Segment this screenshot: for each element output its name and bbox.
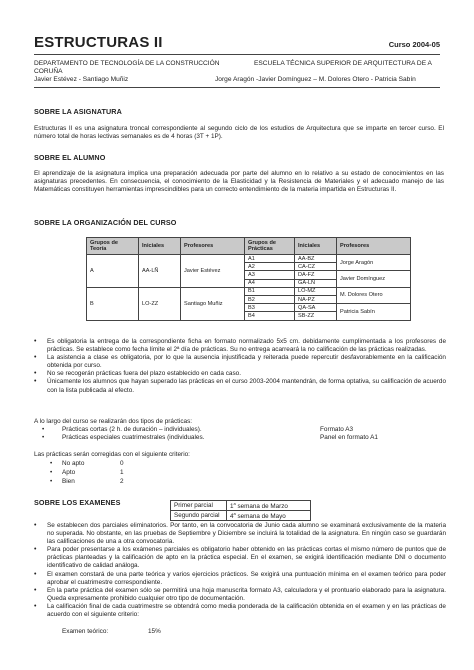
section-asignatura-heading: SOBRE LA ASIGNATURA [34, 107, 122, 116]
practice-initials-cell: NA-PZ [295, 295, 337, 303]
section-alumno-heading: SOBRE EL ALUMNO [34, 153, 106, 162]
list-item: • La asistencia a clase es obligatoria, por lo que la ausencia injustificada y reiterada puede repercutir desfavorablemente en la calificación obtenida por curso. [34, 354, 446, 370]
practice-group-cell: B1 [245, 287, 295, 295]
school-name: ESCUELA TÉCNICA SUPERIOR DE ARQUITECTURA DE A [254, 60, 432, 67]
table-row [87, 255, 411, 263]
practice-initials-cell: DA-FZ [295, 271, 337, 279]
column-header: Profesores [181, 238, 245, 255]
practice-professor-cell: M. Dolores Otero [337, 287, 411, 303]
exam-week-text: semana de Mayo [235, 513, 286, 521]
groups-table [86, 237, 411, 321]
exam-date-cell [227, 501, 311, 511]
exam-schedule-table [170, 500, 311, 521]
practice-group-cell: B3 [245, 304, 295, 312]
list-item: • No se recogerán prácticas fuera del plazo establecido en cada caso. [34, 370, 446, 378]
theory-professor-cell: Santiago Muñiz [181, 287, 245, 320]
exam-week-suffix: a [233, 511, 236, 517]
exam-week-number: 1 [230, 503, 234, 511]
header-rule [34, 54, 440, 55]
practice-initials-cell: AA-BZ [295, 255, 337, 263]
practice-initials-cell: GA-LÑ [295, 279, 337, 287]
practice-group-cell: A2 [245, 263, 295, 271]
table-header-row [87, 238, 411, 255]
exam-label-cell: Segundo parcial [171, 511, 227, 521]
practice-group-cell: A4 [245, 279, 295, 287]
section-alumno-text: El aprendizaje de la asignatura implica una preparación adecuada por parte del alumno en lo relativo a su estado de conocimientos en las asignaturas precedentes. En consecuencia, el conocimiento de la Elasticidad y la Resistencia de Materiales y el adecuado manejo de las Matemáticas constituyen herramientas imprescindibles para un correcto entendimiento de la materia impartida en Estructuras II. [34, 170, 444, 194]
grade-value: 0 [120, 460, 124, 467]
practica-type-label: Prácticas cortas (2 h. de duración – individuales). [62, 426, 202, 433]
theory-professors: Javier Estévez - Santiago Muñiz [34, 76, 129, 83]
grade-bullet-icon: • [50, 478, 53, 485]
list-item: • En la parte práctica del examen sólo se permitirá una hoja manuscrita formato A3, calculadora y el prontuario elaborado para la asignatura. Queda expresamente prohibido cualquier otro tipo de documentación. [34, 587, 446, 603]
list-item: • Para poder presentarse a los exámenes parciales es obligatorio haber obtenido en las prácticas cortas el mismo número de puntos que de prácticas planteadas y la calificación de apto en la práctica especial. En el examen, se exigirá identificación mediante DNI o documento identificativo de calidad análoga. [34, 546, 446, 570]
list-item: • La calificación final de cada cuatrimestre se obtendrá como media ponderada de la calificación obtenida en el examen y en las prácticas de acuerdo con el siguiente criterio: [34, 603, 446, 619]
practice-professor-cell: Patricia Sabín [337, 304, 411, 320]
column-header: Grupos de Prácticas [245, 238, 295, 255]
theory-initials-cell: AA-LÑ [139, 255, 181, 288]
table-row [87, 287, 411, 295]
theory-professor-cell: Javier Estévez [181, 255, 245, 288]
grading-intro: Las prácticas serán corregidas con el siguiente criterio: [34, 451, 190, 458]
section-asignatura-text: Estructuras II es una asignatura troncal correspondiente al segundo ciclo de los estudios de Arquitectura que se imparte en tercer curso. El número total de horas lectivas semanales es de 4 horas (3T + 1P). [34, 125, 444, 141]
practice-initials-cell: CA-CZ [295, 263, 337, 271]
theory-initials-cell: LO-ZZ [139, 287, 181, 320]
department-city: CORUÑA [34, 68, 63, 75]
weight-value: 15% [148, 628, 161, 635]
exam-label-cell: Primer parcial [171, 501, 227, 511]
practica-type-bullet-icon: • [42, 426, 45, 433]
course-year: Curso 2004-05 [388, 40, 440, 49]
table-row [171, 511, 311, 521]
column-header: Iniciales [295, 238, 337, 255]
grade-value: 1 [120, 469, 124, 476]
list-item: • Se establecen dos parciales eliminatorios. Por tanto, en la convocatoria de Junio cada alumno se examinará exclusivamente de la materia no superada. No obstante, en las pruebas de Septiembre y Diciembre se incluirá la totalidad de la asignatura. En ningún caso se guardarán las calificaciones de una a otra convocatoria. [34, 522, 446, 546]
page-title: ESTRUCTURAS II [34, 34, 163, 51]
weight-label: Examen teórico: [62, 628, 109, 635]
column-header: Grupos de Teoría [87, 238, 139, 255]
list-item: • El examen constará de una parte teórica y varios ejercicios prácticos. Se exigirá una puntuación mínima en el examen teórico para poder aprobar el cuatrimestre correspondiente. [34, 571, 446, 587]
grade-value: 2 [120, 478, 124, 485]
practice-group-cell: B2 [245, 295, 295, 303]
practice-initials-cell: SB-ZZ [295, 312, 337, 320]
practice-professors: Jorge Aragón -Javier Domínguez – M. Dolores Otero - Patricia Sabín [215, 76, 416, 83]
grade-bullet-icon: • [50, 460, 53, 467]
practica-type-bullet-icon: • [42, 434, 45, 441]
department-name: DEPARTAMENTO DE TECNOLOGÍA DE LA CONSTRUCCIÓN [34, 60, 220, 67]
practica-type-label: Prácticas especiales cuatrimestrales (individuales. [62, 434, 205, 441]
practice-initials-cell: LO-MZ [295, 287, 337, 295]
practice-professor-cell: Javier Domínguez [337, 271, 411, 287]
exam-week-text: semana de Marzo [235, 503, 288, 511]
grade-label: No apto [62, 460, 85, 467]
theory-group-cell: A [87, 255, 139, 288]
practicas-intro: A lo largo del curso se realizarán dos tipos de prácticas: [34, 418, 193, 425]
table-row [171, 501, 311, 511]
practica-type-format: Panel en formato A1 [320, 434, 378, 441]
organization-rules-list [34, 338, 446, 395]
exam-rules-list [34, 522, 446, 619]
practice-group-cell: A3 [245, 271, 295, 279]
grade-bullet-icon: • [50, 469, 53, 476]
practice-group-cell: A1 [245, 255, 295, 263]
header-rule-bottom [34, 87, 440, 88]
section-organizacion-heading: SOBRE LA ORGANIZACIÓN DEL CURSO [34, 218, 177, 227]
column-header: Iniciales [139, 238, 181, 255]
list-item: • Únicamente los alumnos que hayan superado las prácticas en el curso 2003-2004 mantendrán, de forma optativa, su calificación de acuerdo con la lista publicada al efecto. [34, 378, 446, 394]
exam-week-suffix: a [233, 501, 236, 506]
grade-label: Bien [62, 478, 75, 485]
practice-initials-cell: QA-SA [295, 304, 337, 312]
column-header: Profesores [337, 238, 411, 255]
practice-group-cell: B4 [245, 312, 295, 320]
section-examenes-heading: SOBRE LOS EXAMENES [34, 498, 121, 507]
exam-date-cell [227, 511, 311, 521]
practica-type-format: Formato A3 [320, 426, 354, 433]
practice-professor-cell: Jorge Aragón [337, 255, 411, 271]
theory-group-cell: B [87, 287, 139, 320]
exam-week-number: 4 [230, 513, 234, 521]
list-item: • Es obligatoria la entrega de la correspondiente ficha en formato normalizado 5x5 cm. debidamente cumplimentada a los profesores de prácticas. Se establece como fecha límite el 2ª día de prácticas. Su no entrega acarreará la no calificación de las prácticas realizadas. [34, 338, 446, 354]
grade-label: Apto [62, 469, 76, 476]
